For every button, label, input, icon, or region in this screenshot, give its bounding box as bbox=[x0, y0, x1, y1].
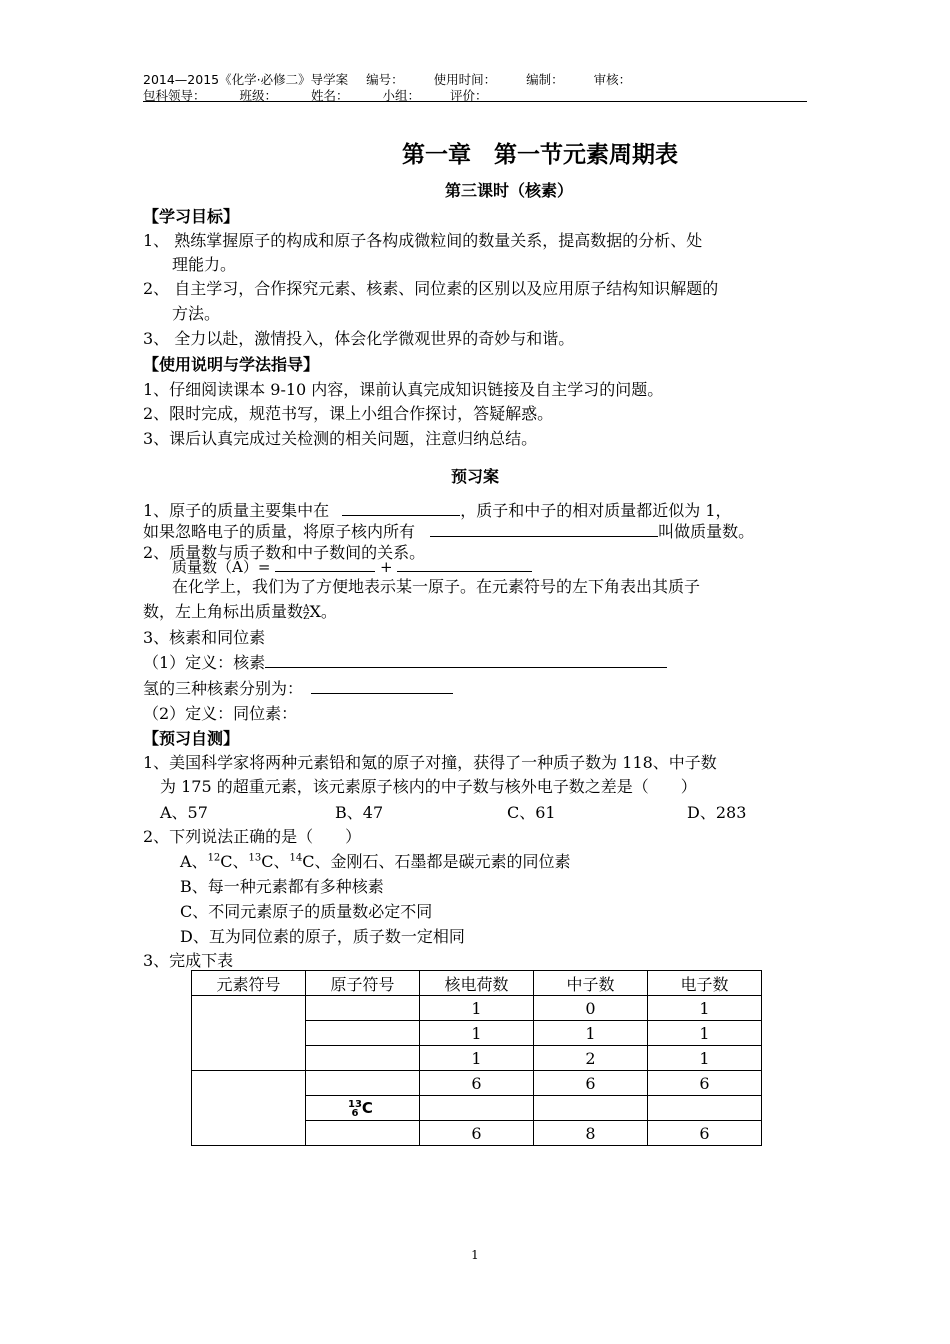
selftest-q2: 2、下列说法正确的是（ ） bbox=[143, 827, 362, 846]
cell-neutron: 1 bbox=[534, 1021, 648, 1046]
cell-charge[interactable] bbox=[420, 1096, 534, 1121]
page-title: 第一章 第一节元素周期表 bbox=[402, 142, 678, 168]
preview-q2-blank1[interactable] bbox=[275, 561, 375, 572]
th-element-symbol: 元素符号 bbox=[192, 971, 306, 996]
cell-electron: 6 bbox=[648, 1071, 762, 1096]
preview-q3-def1 bbox=[143, 650, 667, 673]
guide-1: 1、仔细阅读课本 9-10 内容，课前认真完成知识链接及自主学习的问题。 bbox=[143, 380, 664, 399]
selftest-q2-option-d[interactable]: D、互为同位素的原子，质子数一定相同 bbox=[180, 927, 465, 946]
q2a-rest: 金刚石、石墨都是碳元素的同位素 bbox=[330, 852, 571, 871]
preview-q1b: ，质子和中子的相对质量都近似为 1， bbox=[460, 501, 732, 520]
c13-z: 6 bbox=[351, 1107, 359, 1119]
option-d[interactable]: D、283 bbox=[687, 803, 747, 822]
preview-q1a: 1、原子的质量主要集中在 bbox=[143, 501, 330, 520]
header-group: 小组： bbox=[382, 88, 421, 103]
header-class: 班级： bbox=[239, 88, 278, 103]
iso-13-mass: 13 bbox=[248, 852, 262, 864]
option-a[interactable]: A、57 bbox=[160, 803, 208, 822]
header-rule bbox=[143, 101, 807, 102]
goal-3: 3、 全力以赴，激情投入，体会化学微观世界的奇妙与和谐。 bbox=[143, 329, 575, 348]
th-nuclear-charge: 核电荷数 bbox=[420, 971, 534, 996]
goal-2: 2、 自主学习，合作探究元素、核素、同位素的区别以及应用原子结构知识解题的 bbox=[143, 279, 719, 298]
selftest-q1b: 为 175 的超重元素，该元素原子核内的中子数与核外电子数之差是（ ） bbox=[160, 777, 697, 796]
option-b[interactable]: B、47 bbox=[335, 803, 384, 822]
cell-neutron: 2 bbox=[534, 1046, 648, 1071]
cell-neutron: 6 bbox=[534, 1071, 648, 1096]
preview-q1d: 叫做质量数。 bbox=[658, 522, 755, 541]
header-eval: 评价： bbox=[450, 88, 488, 103]
cell-atom[interactable] bbox=[306, 1021, 420, 1046]
cell-element-c[interactable] bbox=[192, 1071, 306, 1146]
c13-sym: C bbox=[361, 1099, 373, 1118]
c13-mass: 13 bbox=[348, 1098, 362, 1110]
cell-electron: 1 bbox=[648, 996, 762, 1021]
iso-12-mass: 12 bbox=[207, 852, 221, 864]
selftest-q2-option-b[interactable]: B、每一种元素都有多种核素 bbox=[180, 877, 384, 896]
notation-a: A bbox=[303, 603, 310, 614]
preview-q3-blank2[interactable] bbox=[311, 679, 453, 694]
notation-z: Z bbox=[303, 611, 310, 622]
cell-electron: 6 bbox=[648, 1121, 762, 1146]
preview-q1-blank2[interactable] bbox=[430, 522, 658, 537]
preview-q1-line2 bbox=[143, 519, 754, 542]
table-header-row bbox=[192, 971, 762, 996]
cell-atom[interactable] bbox=[306, 1046, 420, 1071]
q2a-prefix: A、 bbox=[180, 852, 208, 871]
iso-14-sym: C、 bbox=[302, 852, 331, 871]
preview-q2-x: X。 bbox=[309, 602, 337, 621]
goals-heading: 【学习目标】 bbox=[143, 207, 240, 226]
cell-electron[interactable] bbox=[648, 1096, 762, 1121]
preview-q3-h-label: 氢的三种核素分别为： bbox=[143, 679, 304, 698]
cell-charge: 1 bbox=[420, 1021, 534, 1046]
iso-14-mass: 14 bbox=[289, 852, 303, 864]
cell-atom[interactable] bbox=[306, 1071, 420, 1096]
page-subtitle: 第三课时（核素） bbox=[444, 181, 573, 200]
table-row bbox=[192, 996, 762, 1021]
selftest-q1-options bbox=[160, 800, 746, 823]
header-time: 使用时间： bbox=[433, 72, 497, 87]
header-number: 编号： bbox=[366, 72, 404, 87]
header-reviewer: 审核： bbox=[593, 72, 632, 87]
cell-neutron[interactable] bbox=[534, 1096, 648, 1121]
preview-q2-note2 bbox=[143, 599, 337, 622]
selftest-heading: 【预习自测】 bbox=[143, 729, 240, 748]
preview-q1-blank1[interactable] bbox=[342, 501, 460, 516]
preview-q2-plus: + bbox=[379, 558, 393, 576]
iso-12-sym: C、 bbox=[220, 852, 249, 871]
cell-atom[interactable] bbox=[306, 1121, 420, 1146]
cell-electron: 1 bbox=[648, 1046, 762, 1071]
iso-13-sym: C、 bbox=[261, 852, 290, 871]
preview-q2-formula-label: 质量数（A）= bbox=[172, 558, 271, 576]
goal-1: 1、 熟练掌握原子的构成和原子各构成微粒间的数量关系，提高数据的分析、处 bbox=[143, 231, 703, 250]
c13-symbol bbox=[348, 1099, 373, 1117]
th-neutrons: 中子数 bbox=[534, 971, 648, 996]
cell-charge: 1 bbox=[420, 1046, 534, 1071]
cell-charge: 6 bbox=[420, 1121, 534, 1146]
preview-q3: 3、核素和同位素 bbox=[143, 628, 266, 647]
preview-q3-blank1[interactable] bbox=[265, 653, 667, 668]
page-number: 1 bbox=[471, 1248, 479, 1262]
cell-atom-c13 bbox=[306, 1096, 420, 1121]
goal-2-cont: 方法。 bbox=[172, 304, 221, 323]
guide-2: 2、限时完成，规范书写，课上小组合作探讨，答疑解惑。 bbox=[143, 404, 554, 423]
preview-q2-blank2[interactable] bbox=[397, 561, 532, 572]
header-leader: 包科领导： bbox=[143, 88, 206, 103]
preview-q2-note2a: 数，左上角标出质量数 bbox=[143, 602, 304, 621]
preview-q1-line1 bbox=[143, 498, 732, 521]
preview-q3-def1-label: （1）定义：核素 bbox=[143, 653, 266, 672]
cell-element-h[interactable] bbox=[192, 996, 306, 1071]
header-editor: 编制： bbox=[526, 72, 564, 87]
option-c[interactable]: C、61 bbox=[507, 803, 556, 822]
preview-q3-def2: （2）定义：同位素： bbox=[143, 704, 298, 723]
guide-3: 3、课后认真完成过关检测的相关问题，注意归纳总结。 bbox=[143, 429, 538, 448]
th-electrons: 电子数 bbox=[648, 971, 762, 996]
guide-heading: 【使用说明与学法指导】 bbox=[143, 355, 320, 374]
cell-atom[interactable] bbox=[306, 996, 420, 1021]
preview-heading: 预习案 bbox=[450, 467, 499, 486]
preview-q2-note: 在化学上，我们为了方便地表示某一原子。在元素符号的左下角表出其质子 bbox=[172, 577, 701, 596]
selftest-q1a: 1、美国科学家将两种元素铅和氪的原子对撞，获得了一种质子数为 118、中子数 bbox=[143, 753, 717, 772]
cell-neutron: 8 bbox=[534, 1121, 648, 1146]
cell-charge: 6 bbox=[420, 1071, 534, 1096]
cell-charge: 1 bbox=[420, 996, 534, 1021]
selftest-q2-option-a[interactable] bbox=[180, 849, 571, 872]
selftest-q3: 3、完成下表 bbox=[143, 951, 234, 970]
header-course: 2014—2015《化学·必修二》导学案 bbox=[143, 72, 349, 87]
goal-1-cont: 理能力。 bbox=[172, 255, 237, 274]
isotope-table bbox=[191, 970, 762, 1146]
preview-q3-h bbox=[143, 676, 453, 699]
preview-q2: 2、质量数与质子数和中子数间的关系。 bbox=[143, 543, 426, 562]
th-atom-symbol: 原子符号 bbox=[306, 971, 420, 996]
preview-q1c: 如果忽略电子的质量，将原子核内所有 bbox=[143, 522, 416, 541]
selftest-q2-option-c[interactable]: C、不同元素原子的质量数必定不同 bbox=[180, 902, 433, 921]
header-name: 姓名： bbox=[311, 88, 349, 103]
table-row bbox=[192, 1071, 762, 1096]
cell-electron: 1 bbox=[648, 1021, 762, 1046]
cell-neutron: 0 bbox=[534, 996, 648, 1021]
